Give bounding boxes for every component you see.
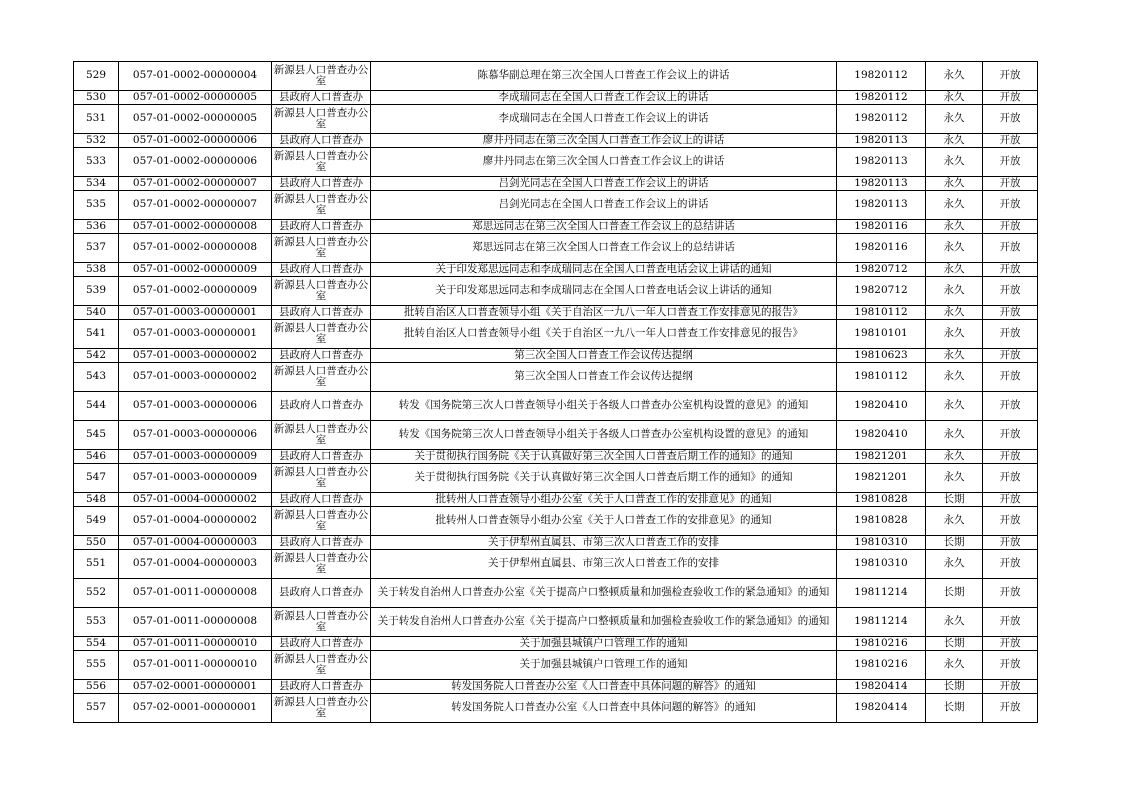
cell-title: 关于转发自治州人口普查办公室《关于提高户口整顿质量和加强检查验收工作的紧急通知》的通知 xyxy=(371,579,837,608)
cell-access: 开放 xyxy=(983,148,1038,177)
cell-date: 19810112 xyxy=(837,363,926,392)
cell-access: 开放 xyxy=(983,306,1038,320)
table-row xyxy=(74,651,1038,680)
cell-number: 538 xyxy=(74,263,119,277)
cell-retention: 永久 xyxy=(926,651,983,680)
table-row xyxy=(74,105,1038,134)
cell-archive-code: 057-01-0011-00000010 xyxy=(119,637,272,651)
cell-date: 19820414 xyxy=(837,680,926,694)
cell-retention: 长期 xyxy=(926,694,983,723)
cell-date: 19820712 xyxy=(837,277,926,306)
cell-retention: 永久 xyxy=(926,177,983,191)
cell-retention: 永久 xyxy=(926,263,983,277)
table-row xyxy=(74,191,1038,220)
table-row xyxy=(74,450,1038,464)
cell-retention: 永久 xyxy=(926,306,983,320)
cell-date: 19810216 xyxy=(837,651,926,680)
cell-unit: 新源县人口普查办公室 xyxy=(272,363,371,392)
cell-access: 开放 xyxy=(983,220,1038,234)
cell-date: 19810310 xyxy=(837,550,926,579)
cell-access: 开放 xyxy=(983,651,1038,680)
cell-access: 开放 xyxy=(983,464,1038,493)
table-row xyxy=(74,608,1038,637)
cell-title: 批转自治区人口普查领导小组《关于自治区一九八一年人口普查工作安排意见的报告》 xyxy=(371,320,837,349)
table-row xyxy=(74,177,1038,191)
cell-retention: 永久 xyxy=(926,91,983,105)
cell-date: 19810101 xyxy=(837,320,926,349)
cell-retention: 永久 xyxy=(926,421,983,450)
cell-date: 19820410 xyxy=(837,392,926,421)
cell-unit: 新源县人口普查办公室 xyxy=(272,421,371,450)
cell-number: 530 xyxy=(74,91,119,105)
cell-number: 553 xyxy=(74,608,119,637)
cell-unit: 新源县人口普查办公室 xyxy=(272,277,371,306)
cell-unit: 县政府人口普查办 xyxy=(272,91,371,105)
cell-date: 19820112 xyxy=(837,91,926,105)
cell-date: 19821201 xyxy=(837,450,926,464)
cell-archive-code: 057-01-0004-00000002 xyxy=(119,507,272,536)
table-row xyxy=(74,493,1038,507)
cell-archive-code: 057-01-0003-00000002 xyxy=(119,349,272,363)
cell-retention: 永久 xyxy=(926,349,983,363)
cell-title: 郑思远同志在第三次全国人口普查工作会议上的总结讲话 xyxy=(371,220,837,234)
cell-archive-code: 057-01-0003-00000009 xyxy=(119,450,272,464)
cell-title: 转发国务院人口普查办公室《人口普查中具体问题的解答》的通知 xyxy=(371,694,837,723)
cell-title: 关于贯彻执行国务院《关于认真做好第三次全国人口普查后期工作的通知》的通知 xyxy=(371,464,837,493)
cell-archive-code: 057-01-0002-00000004 xyxy=(119,62,272,91)
table-row xyxy=(74,62,1038,91)
cell-number: 534 xyxy=(74,177,119,191)
cell-access: 开放 xyxy=(983,134,1038,148)
table-row xyxy=(74,694,1038,723)
cell-archive-code: 057-01-0011-00000010 xyxy=(119,651,272,680)
cell-number: 537 xyxy=(74,234,119,263)
table-row xyxy=(74,220,1038,234)
cell-access: 开放 xyxy=(983,105,1038,134)
cell-number: 557 xyxy=(74,694,119,723)
cell-access: 开放 xyxy=(983,191,1038,220)
cell-archive-code: 057-01-0011-00000008 xyxy=(119,579,272,608)
cell-retention: 永久 xyxy=(926,507,983,536)
table-row xyxy=(74,263,1038,277)
cell-unit: 县政府人口普查办 xyxy=(272,680,371,694)
cell-number: 531 xyxy=(74,105,119,134)
cell-unit: 县政府人口普查办 xyxy=(272,263,371,277)
cell-number: 529 xyxy=(74,62,119,91)
cell-date: 19810828 xyxy=(837,493,926,507)
cell-title: 陈慕华副总理在第三次全国人口普查工作会议上的讲话 xyxy=(371,62,837,91)
cell-date: 19810623 xyxy=(837,349,926,363)
cell-unit: 县政府人口普查办 xyxy=(272,392,371,421)
table-row xyxy=(74,637,1038,651)
table-row xyxy=(74,392,1038,421)
cell-access: 开放 xyxy=(983,363,1038,392)
cell-title: 转发《国务院第三次人口普查领导小组关于各级人口普查办公室机构设置的意见》的通知 xyxy=(371,421,837,450)
table-row xyxy=(74,134,1038,148)
cell-access: 开放 xyxy=(983,637,1038,651)
cell-access: 开放 xyxy=(983,507,1038,536)
cell-date: 19811214 xyxy=(837,608,926,637)
cell-archive-code: 057-02-0001-00000001 xyxy=(119,680,272,694)
cell-unit: 县政府人口普查办 xyxy=(272,134,371,148)
cell-retention: 永久 xyxy=(926,450,983,464)
cell-access: 开放 xyxy=(983,421,1038,450)
cell-archive-code: 057-01-0002-00000007 xyxy=(119,191,272,220)
cell-archive-code: 057-01-0004-00000002 xyxy=(119,493,272,507)
cell-number: 555 xyxy=(74,651,119,680)
cell-unit: 新源县人口普查办公室 xyxy=(272,105,371,134)
cell-date: 19810828 xyxy=(837,507,926,536)
cell-unit: 县政府人口普查办 xyxy=(272,349,371,363)
cell-date: 19820113 xyxy=(837,148,926,177)
cell-retention: 永久 xyxy=(926,277,983,306)
cell-access: 开放 xyxy=(983,62,1038,91)
cell-retention: 永久 xyxy=(926,191,983,220)
cell-date: 19811214 xyxy=(837,579,926,608)
cell-retention: 永久 xyxy=(926,320,983,349)
cell-date: 19810310 xyxy=(837,536,926,550)
cell-archive-code: 057-02-0001-00000001 xyxy=(119,694,272,723)
cell-unit: 新源县人口普查办公室 xyxy=(272,651,371,680)
cell-title: 关于伊犁州直属县、市第三次人口普查工作的安排 xyxy=(371,536,837,550)
cell-date: 19810112 xyxy=(837,306,926,320)
cell-title: 关于加强县城镇户口管理工作的通知 xyxy=(371,637,837,651)
cell-access: 开放 xyxy=(983,608,1038,637)
table-row xyxy=(74,148,1038,177)
cell-unit: 新源县人口普查办公室 xyxy=(272,608,371,637)
cell-retention: 长期 xyxy=(926,493,983,507)
cell-access: 开放 xyxy=(983,234,1038,263)
cell-number: 546 xyxy=(74,450,119,464)
cell-title: 廖井丹同志在第三次全国人口普查工作会议上的讲话 xyxy=(371,148,837,177)
cell-number: 551 xyxy=(74,550,119,579)
cell-unit: 县政府人口普查办 xyxy=(272,579,371,608)
cell-archive-code: 057-01-0003-00000002 xyxy=(119,363,272,392)
cell-number: 552 xyxy=(74,579,119,608)
cell-retention: 永久 xyxy=(926,550,983,579)
table-row xyxy=(74,91,1038,105)
cell-archive-code: 057-01-0002-00000009 xyxy=(119,277,272,306)
cell-date: 19820116 xyxy=(837,234,926,263)
table-row xyxy=(74,536,1038,550)
cell-title: 转发国务院人口普查办公室《人口普查中具体问题的解答》的通知 xyxy=(371,680,837,694)
cell-number: 542 xyxy=(74,349,119,363)
cell-unit: 县政府人口普查办 xyxy=(272,450,371,464)
cell-access: 开放 xyxy=(983,392,1038,421)
cell-unit: 县政府人口普查办 xyxy=(272,177,371,191)
cell-access: 开放 xyxy=(983,91,1038,105)
cell-date: 19820414 xyxy=(837,694,926,723)
cell-access: 开放 xyxy=(983,177,1038,191)
cell-date: 19820113 xyxy=(837,134,926,148)
table-row xyxy=(74,349,1038,363)
cell-archive-code: 057-01-0002-00000009 xyxy=(119,263,272,277)
cell-title: 吕剑光同志在全国人口普查工作会议上的讲话 xyxy=(371,191,837,220)
cell-title: 转发《国务院第三次人口普查领导小组关于各级人口普查办公室机构设置的意见》的通知 xyxy=(371,392,837,421)
cell-archive-code: 057-01-0002-00000007 xyxy=(119,177,272,191)
cell-archive-code: 057-01-0002-00000005 xyxy=(119,91,272,105)
cell-archive-code: 057-01-0002-00000008 xyxy=(119,234,272,263)
table-row xyxy=(74,363,1038,392)
cell-archive-code: 057-01-0003-00000009 xyxy=(119,464,272,493)
cell-retention: 永久 xyxy=(926,363,983,392)
cell-date: 19810216 xyxy=(837,637,926,651)
cell-archive-code: 057-01-0003-00000001 xyxy=(119,306,272,320)
cell-retention: 长期 xyxy=(926,680,983,694)
table-row xyxy=(74,421,1038,450)
cell-date: 19820712 xyxy=(837,263,926,277)
cell-archive-code: 057-01-0003-00000001 xyxy=(119,320,272,349)
cell-title: 关于印发郑思远同志和李成瑞同志在全国人口普查电话会议上讲话的通知 xyxy=(371,263,837,277)
cell-title: 关于印发郑思远同志和李成瑞同志在全国人口普查电话会议上讲话的通知 xyxy=(371,277,837,306)
cell-access: 开放 xyxy=(983,536,1038,550)
cell-number: 556 xyxy=(74,680,119,694)
cell-date: 19820113 xyxy=(837,177,926,191)
cell-number: 535 xyxy=(74,191,119,220)
cell-retention: 长期 xyxy=(926,536,983,550)
cell-unit: 县政府人口普查办 xyxy=(272,306,371,320)
cell-title: 吕剑光同志在全国人口普查工作会议上的讲话 xyxy=(371,177,837,191)
table-row xyxy=(74,234,1038,263)
table-row xyxy=(74,464,1038,493)
cell-retention: 永久 xyxy=(926,464,983,493)
cell-title: 关于伊犁州直属县、市第三次人口普查工作的安排 xyxy=(371,550,837,579)
cell-unit: 新源县人口普查办公室 xyxy=(272,507,371,536)
cell-archive-code: 057-01-0002-00000006 xyxy=(119,134,272,148)
archive-table xyxy=(73,61,1038,723)
cell-date: 19820112 xyxy=(837,105,926,134)
cell-title: 批转州人口普查领导小组办公室《关于人口普查工作的安排意见》的通知 xyxy=(371,493,837,507)
cell-number: 539 xyxy=(74,277,119,306)
table-row xyxy=(74,277,1038,306)
archive-table-body xyxy=(74,62,1038,723)
cell-archive-code: 057-01-0003-00000006 xyxy=(119,421,272,450)
cell-access: 开放 xyxy=(983,493,1038,507)
cell-unit: 县政府人口普查办 xyxy=(272,637,371,651)
cell-title: 廖井丹同志在第三次全国人口普查工作会议上的讲话 xyxy=(371,134,837,148)
cell-retention: 永久 xyxy=(926,148,983,177)
cell-unit: 新源县人口普查办公室 xyxy=(272,464,371,493)
cell-unit: 县政府人口普查办 xyxy=(272,536,371,550)
cell-archive-code: 057-01-0004-00000003 xyxy=(119,536,272,550)
table-row xyxy=(74,680,1038,694)
cell-retention: 长期 xyxy=(926,637,983,651)
cell-date: 19820112 xyxy=(837,62,926,91)
cell-archive-code: 057-01-0003-00000006 xyxy=(119,392,272,421)
table-row xyxy=(74,306,1038,320)
cell-number: 549 xyxy=(74,507,119,536)
cell-title: 郑思远同志在第三次全国人口普查工作会议上的总结讲话 xyxy=(371,234,837,263)
cell-title: 关于贯彻执行国务院《关于认真做好第三次全国人口普查后期工作的通知》的通知 xyxy=(371,450,837,464)
cell-retention: 永久 xyxy=(926,105,983,134)
cell-title: 批转自治区人口普查领导小组《关于自治区一九八一年人口普查工作安排意见的报告》 xyxy=(371,306,837,320)
table-row xyxy=(74,507,1038,536)
cell-retention: 永久 xyxy=(926,234,983,263)
cell-access: 开放 xyxy=(983,680,1038,694)
cell-retention: 永久 xyxy=(926,62,983,91)
cell-date: 19820113 xyxy=(837,191,926,220)
cell-title: 李成瑞同志在全国人口普查工作会议上的讲话 xyxy=(371,91,837,105)
cell-access: 开放 xyxy=(983,263,1038,277)
cell-archive-code: 057-01-0002-00000008 xyxy=(119,220,272,234)
cell-archive-code: 057-01-0002-00000006 xyxy=(119,148,272,177)
cell-access: 开放 xyxy=(983,349,1038,363)
cell-number: 543 xyxy=(74,363,119,392)
cell-date: 19820410 xyxy=(837,421,926,450)
cell-number: 547 xyxy=(74,464,119,493)
cell-archive-code: 057-01-0002-00000005 xyxy=(119,105,272,134)
cell-retention: 永久 xyxy=(926,220,983,234)
cell-unit: 县政府人口普查办 xyxy=(272,220,371,234)
cell-date: 19821201 xyxy=(837,464,926,493)
cell-retention: 永久 xyxy=(926,392,983,421)
cell-unit: 县政府人口普查办 xyxy=(272,493,371,507)
table-row xyxy=(74,579,1038,608)
cell-number: 554 xyxy=(74,637,119,651)
cell-number: 550 xyxy=(74,536,119,550)
cell-date: 19820116 xyxy=(837,220,926,234)
cell-archive-code: 057-01-0011-00000008 xyxy=(119,608,272,637)
cell-number: 533 xyxy=(74,148,119,177)
cell-number: 532 xyxy=(74,134,119,148)
cell-unit: 新源县人口普查办公室 xyxy=(272,148,371,177)
table-row xyxy=(74,320,1038,349)
cell-retention: 长期 xyxy=(926,579,983,608)
cell-access: 开放 xyxy=(983,320,1038,349)
cell-title: 关于加强县城镇户口管理工作的通知 xyxy=(371,651,837,680)
cell-archive-code: 057-01-0004-00000003 xyxy=(119,550,272,579)
cell-access: 开放 xyxy=(983,277,1038,306)
cell-unit: 新源县人口普查办公室 xyxy=(272,694,371,723)
cell-number: 545 xyxy=(74,421,119,450)
cell-title: 第三次全国人口普查工作会议传达提纲 xyxy=(371,363,837,392)
cell-title: 关于转发自治州人口普查办公室《关于提高户口整顿质量和加强检查验收工作的紧急通知》的通知 xyxy=(371,608,837,637)
cell-number: 540 xyxy=(74,306,119,320)
cell-unit: 新源县人口普查办公室 xyxy=(272,191,371,220)
cell-unit: 新源县人口普查办公室 xyxy=(272,320,371,349)
cell-title: 李成瑞同志在全国人口普查工作会议上的讲话 xyxy=(371,105,837,134)
cell-unit: 新源县人口普查办公室 xyxy=(272,62,371,91)
cell-access: 开放 xyxy=(983,694,1038,723)
cell-access: 开放 xyxy=(983,579,1038,608)
cell-unit: 新源县人口普查办公室 xyxy=(272,234,371,263)
cell-access: 开放 xyxy=(983,450,1038,464)
cell-title: 批转州人口普查领导小组办公室《关于人口普查工作的安排意见》的通知 xyxy=(371,507,837,536)
cell-retention: 永久 xyxy=(926,608,983,637)
cell-number: 536 xyxy=(74,220,119,234)
cell-number: 541 xyxy=(74,320,119,349)
table-row xyxy=(74,550,1038,579)
cell-title: 第三次全国人口普查工作会议传达提纲 xyxy=(371,349,837,363)
cell-retention: 永久 xyxy=(926,134,983,148)
cell-unit: 新源县人口普查办公室 xyxy=(272,550,371,579)
cell-access: 开放 xyxy=(983,550,1038,579)
cell-number: 548 xyxy=(74,493,119,507)
cell-number: 544 xyxy=(74,392,119,421)
